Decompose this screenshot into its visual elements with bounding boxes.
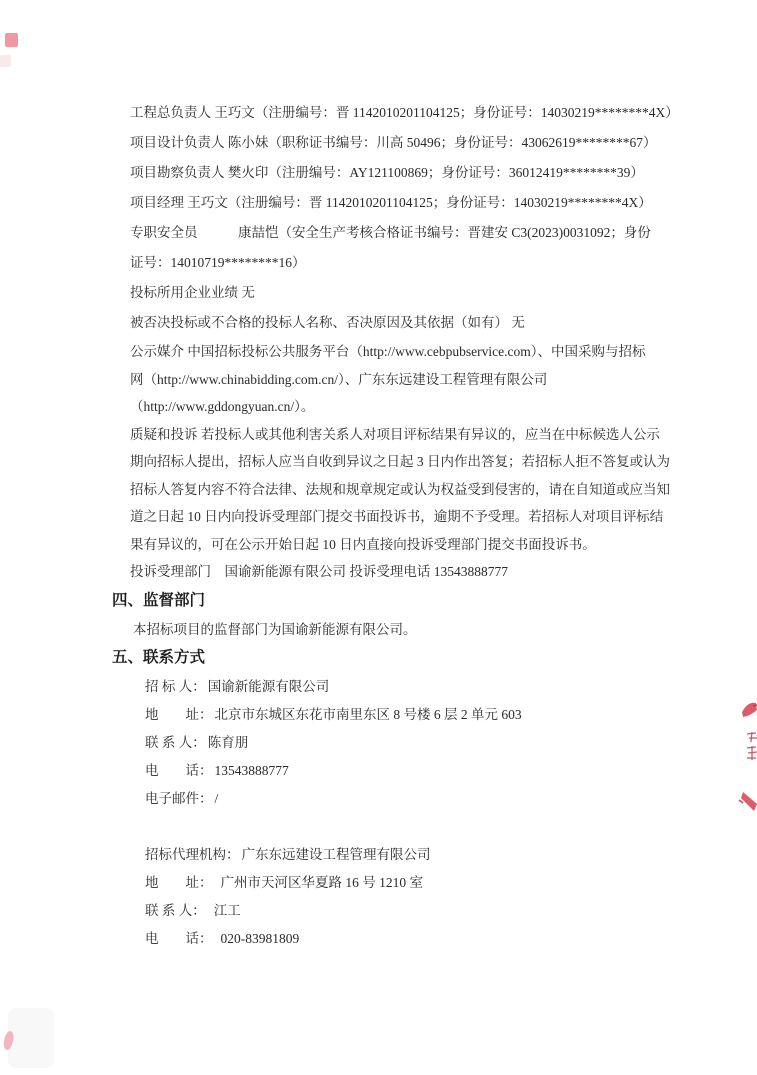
section-heading-supervision: 四、监督部门 (112, 591, 206, 609)
tenderer-name-value: 国谕新能源有限公司 (207, 679, 330, 694)
tenderer-phone-value: 13543888777 (214, 763, 289, 778)
agency-address-value: 广州市天河区华夏路 16 号 1210 室 (220, 875, 423, 890)
blank-line (112, 813, 664, 841)
tenderer-email-label: 电子邮件： (145, 791, 213, 806)
tenderer-phone-row (112, 757, 664, 785)
doc-line-performance: 投标所用企业业绩 无 (130, 285, 255, 300)
doc-line-media-2: 网（http://www.chinabidding.com.cn/）、广东东远建设工程管理有限公司 (130, 371, 548, 387)
tenderer-name-label: 招 标 人： (145, 679, 206, 694)
doc-line-complaint-2: 期向招标人提出，招标人应当自收到异议之日起 3 日内作出答复；若招标人拒不答复或认为 (130, 454, 670, 469)
agency-person-value: 江工 (213, 903, 241, 918)
agency-person-row (112, 897, 664, 925)
tenderer-person-row (112, 729, 664, 757)
scanner-smudge (8, 1008, 54, 1068)
tenderer-phone-label: 电 话： (145, 763, 213, 778)
tenderer-address-label: 地 址： (145, 707, 213, 722)
doc-line-chief-engineer: 工程总负责人 王巧文（注册编号：晋 1142010201104125；身份证号：14030219********4X） (130, 105, 679, 120)
doc-line-complaint-1: 质疑和投诉 若投标人或其他利害关系人对项目评标结果有异议的，应当在中标候选人公示 (130, 426, 660, 442)
agency-name-value: 广东东远建设工程管理有限公司 (241, 847, 431, 862)
doc-line-complaint-dept: 投诉受理部门 国谕新能源有限公司 投诉受理电话 13543888777 (130, 564, 508, 579)
doc-line-complaint-3: 招标人答复内容不符合法律、法规和规章规定或认为权益受到侵害的，请在自知道或应当知 (130, 481, 670, 497)
section-heading-contact: 五、联系方式 (112, 649, 206, 666)
supervision-body: 本招标项目的监督部门为国谕新能源有限公司。 (133, 621, 417, 637)
document-body (112, 98, 679, 953)
agency-phone-value: 020-83981809 (220, 931, 300, 946)
agency-name-label: 招标代理机构： (145, 847, 240, 862)
red-tab-mark-icon (5, 33, 18, 47)
tenderer-address-row (112, 701, 664, 729)
doc-line-safety-officer-1: 专职安全员 康喆恺（安全生产考核合格证书编号：晋建安 C3(2023)0031092；身份 (130, 225, 651, 240)
agency-phone-row (112, 925, 664, 953)
doc-line-design-lead: 项目设计负责人 陈小妹（职称证书编号：川高 50496；身份证号：43062619********67） (130, 135, 657, 150)
doc-line-complaint-5: 果有异议的，可在公示开始日起 10 日内直接向投诉受理部门提交书面投诉书。 (130, 536, 596, 552)
tenderer-email-value: / (214, 791, 219, 806)
tenderer-person-label: 联 系 人： (145, 735, 206, 750)
doc-line-media-1: 公示媒介 中国招标投标公共服务平台（http://www.cebpubservice.com）、中国采购与招标 (130, 344, 646, 359)
tenderer-email-row (112, 785, 664, 813)
red-ink-edge-fragments-icon (733, 672, 757, 822)
doc-line-safety-officer-2: 证号：14010719********16） (130, 255, 306, 270)
doc-line-survey-lead: 项目勘察负责人 樊火印（注册编号：AY121100869；身份证号：36012419********39） (130, 165, 644, 180)
faint-pink-mark-icon (0, 55, 11, 67)
tenderer-address-value: 北京市东城区东花市南里东区 8 号楼 6 层 2 单元 603 (214, 707, 522, 722)
doc-line-complaint-4: 道之日起 10 日内向投诉受理部门提交书面投诉书，逾期不予受理。若招标人对项目评标结 (130, 509, 664, 524)
tenderer-person-value: 陈育朋 (207, 735, 249, 750)
agency-address-label: 地 址： (145, 875, 213, 890)
agency-address-row (112, 869, 664, 897)
agency-name-row (112, 841, 664, 869)
agency-person-label: 联 系 人： (145, 903, 206, 918)
tenderer-name-row (112, 673, 664, 701)
agency-phone-label: 电 话： (145, 931, 213, 946)
doc-line-project-manager: 项目经理 王巧文（注册编号：晋 1142010201104125；身份证号：14030219********4X） (130, 195, 652, 210)
doc-line-rejected-bidders: 被否决投标或不合格的投标人名称、否决原因及其依据（如有） 无 (130, 315, 525, 330)
doc-line-media-3: （http://www.gddongyuan.cn/）。 (130, 399, 315, 414)
